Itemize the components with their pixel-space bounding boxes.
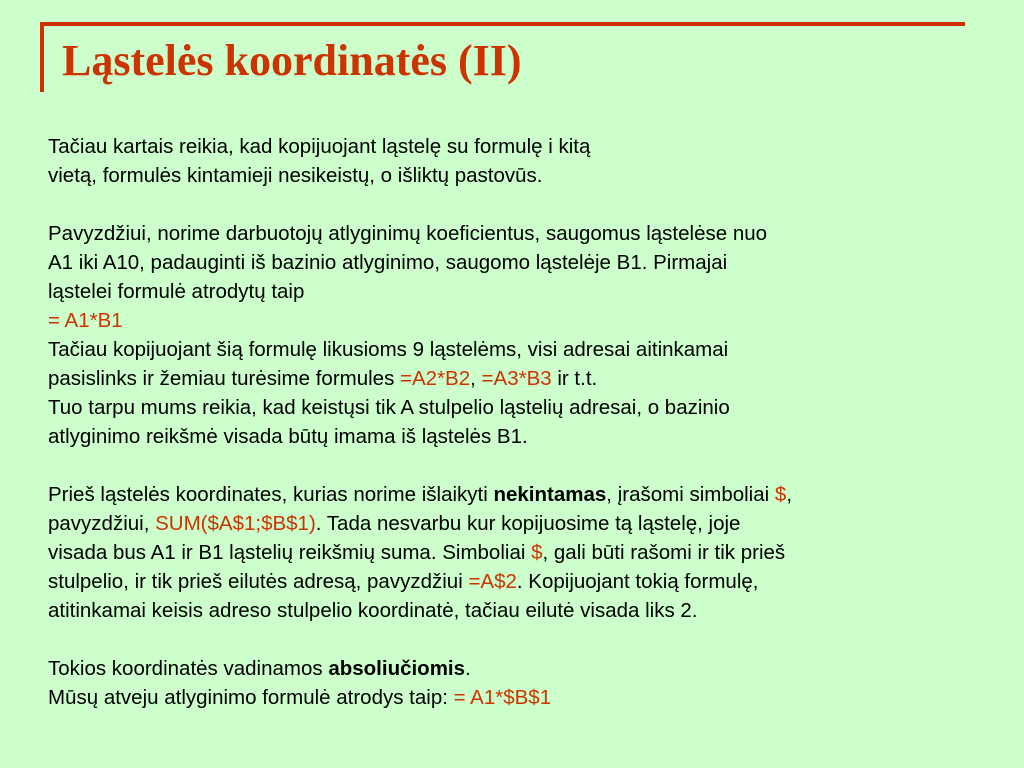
title-rule-vertical xyxy=(40,26,44,92)
body-line xyxy=(48,306,988,335)
slide-title: Ląstelės koordinatės (II) xyxy=(62,36,522,85)
body-line xyxy=(48,364,988,393)
text-run: ląstelei formulė atrodytų taip xyxy=(48,280,305,303)
body-line xyxy=(48,480,988,509)
body-line xyxy=(48,683,988,712)
formula-example: =A2*B2 xyxy=(400,367,471,390)
text-run: A1 iki A10, padauginti iš bazinio atlyginimo, saugomo ląstelėje B1. Pirmajai xyxy=(48,251,728,274)
text-run: pavyzdžiui, xyxy=(48,512,156,535)
text-run: , xyxy=(786,483,793,506)
text-run: . Tada nesvarbu kur kopijuosime tą ląstelę, joje xyxy=(315,512,741,535)
dollar-symbol: $ xyxy=(774,483,787,506)
body-line xyxy=(48,538,988,567)
formula-example: = A1*$B$1 xyxy=(453,686,552,709)
text-run: Tokios koordinatės vadinamos xyxy=(48,657,329,680)
text-run: Pavyzdžiui, norime darbuotojų atlyginimų koeficientus, saugomus ląstelėse nuo xyxy=(48,222,768,245)
text-run: atitinkamai keisis adreso stulpelio koordinatė, tačiau eilutė visada liks 2. xyxy=(48,599,698,622)
text-run: ir t.t. xyxy=(551,367,598,390)
dollar-symbol: $ xyxy=(531,541,543,564)
body-line xyxy=(48,132,988,161)
text-run: , įrašomi simboliai xyxy=(606,483,775,506)
text-run: atlyginimo reikšmė visada būtų imama iš ląstelės B1. xyxy=(48,425,528,448)
body-line xyxy=(48,422,988,451)
body-line xyxy=(48,509,988,538)
text-run: . Kopijuojant tokią formulę, xyxy=(516,570,759,593)
text-run: . xyxy=(465,657,471,680)
body-line xyxy=(48,335,988,364)
text-run: , gali būti rašomi ir tik prieš xyxy=(542,541,786,564)
formula-example: SUM($A$1;$B$1) xyxy=(155,512,316,535)
title-rule-horizontal xyxy=(40,22,965,26)
text-run: visada bus A1 ir B1 ląstelių reikšmių suma. Simboliai xyxy=(48,541,532,564)
emphasis-term: nekintamas xyxy=(493,483,607,506)
text-run: stulpelio, ir tik prieš eilutės adresą, pavyzdžiui xyxy=(48,570,469,593)
body-line xyxy=(48,277,988,306)
body-line xyxy=(48,654,988,683)
paragraph-gap xyxy=(48,451,988,480)
text-run: , xyxy=(470,367,482,390)
body-line xyxy=(48,161,988,190)
slide-body xyxy=(48,132,988,712)
text-run: pasislinks ir žemiau turėsime formules xyxy=(48,367,401,390)
text-run: Tuo tarpu mums reikia, kad keistųsi tik A stulpelio ląstelių adresai, o bazinio xyxy=(48,396,730,419)
paragraph-gap xyxy=(48,190,988,219)
formula-example: =A3*B3 xyxy=(481,367,552,390)
text-run: Mūsų atveju atlyginimo formulė atrodys taip: xyxy=(48,686,454,709)
body-line xyxy=(48,219,988,248)
body-line xyxy=(48,393,988,422)
text-run: Prieš ląstelės koordinates, kurias norime išlaikyti xyxy=(48,483,494,506)
text-run: Tačiau kartais reikia, kad kopijuojant ląstelę su formulę i kitą xyxy=(48,135,591,158)
formula-example: = A1*B1 xyxy=(48,309,123,332)
formula-example: =A$2 xyxy=(468,570,517,593)
body-line xyxy=(48,596,988,625)
body-line xyxy=(48,567,988,596)
emphasis-term: absoliučiomis xyxy=(328,657,466,680)
text-run: Tačiau kopijuojant šią formulę likusioms 9 ląstelėms, visi adresai aitinkamai xyxy=(48,338,729,361)
paragraph-gap xyxy=(48,625,988,654)
text-run: vietą, formulės kintamieji nesikeistų, o išliktų pastovūs. xyxy=(48,164,543,187)
body-line xyxy=(48,248,988,277)
